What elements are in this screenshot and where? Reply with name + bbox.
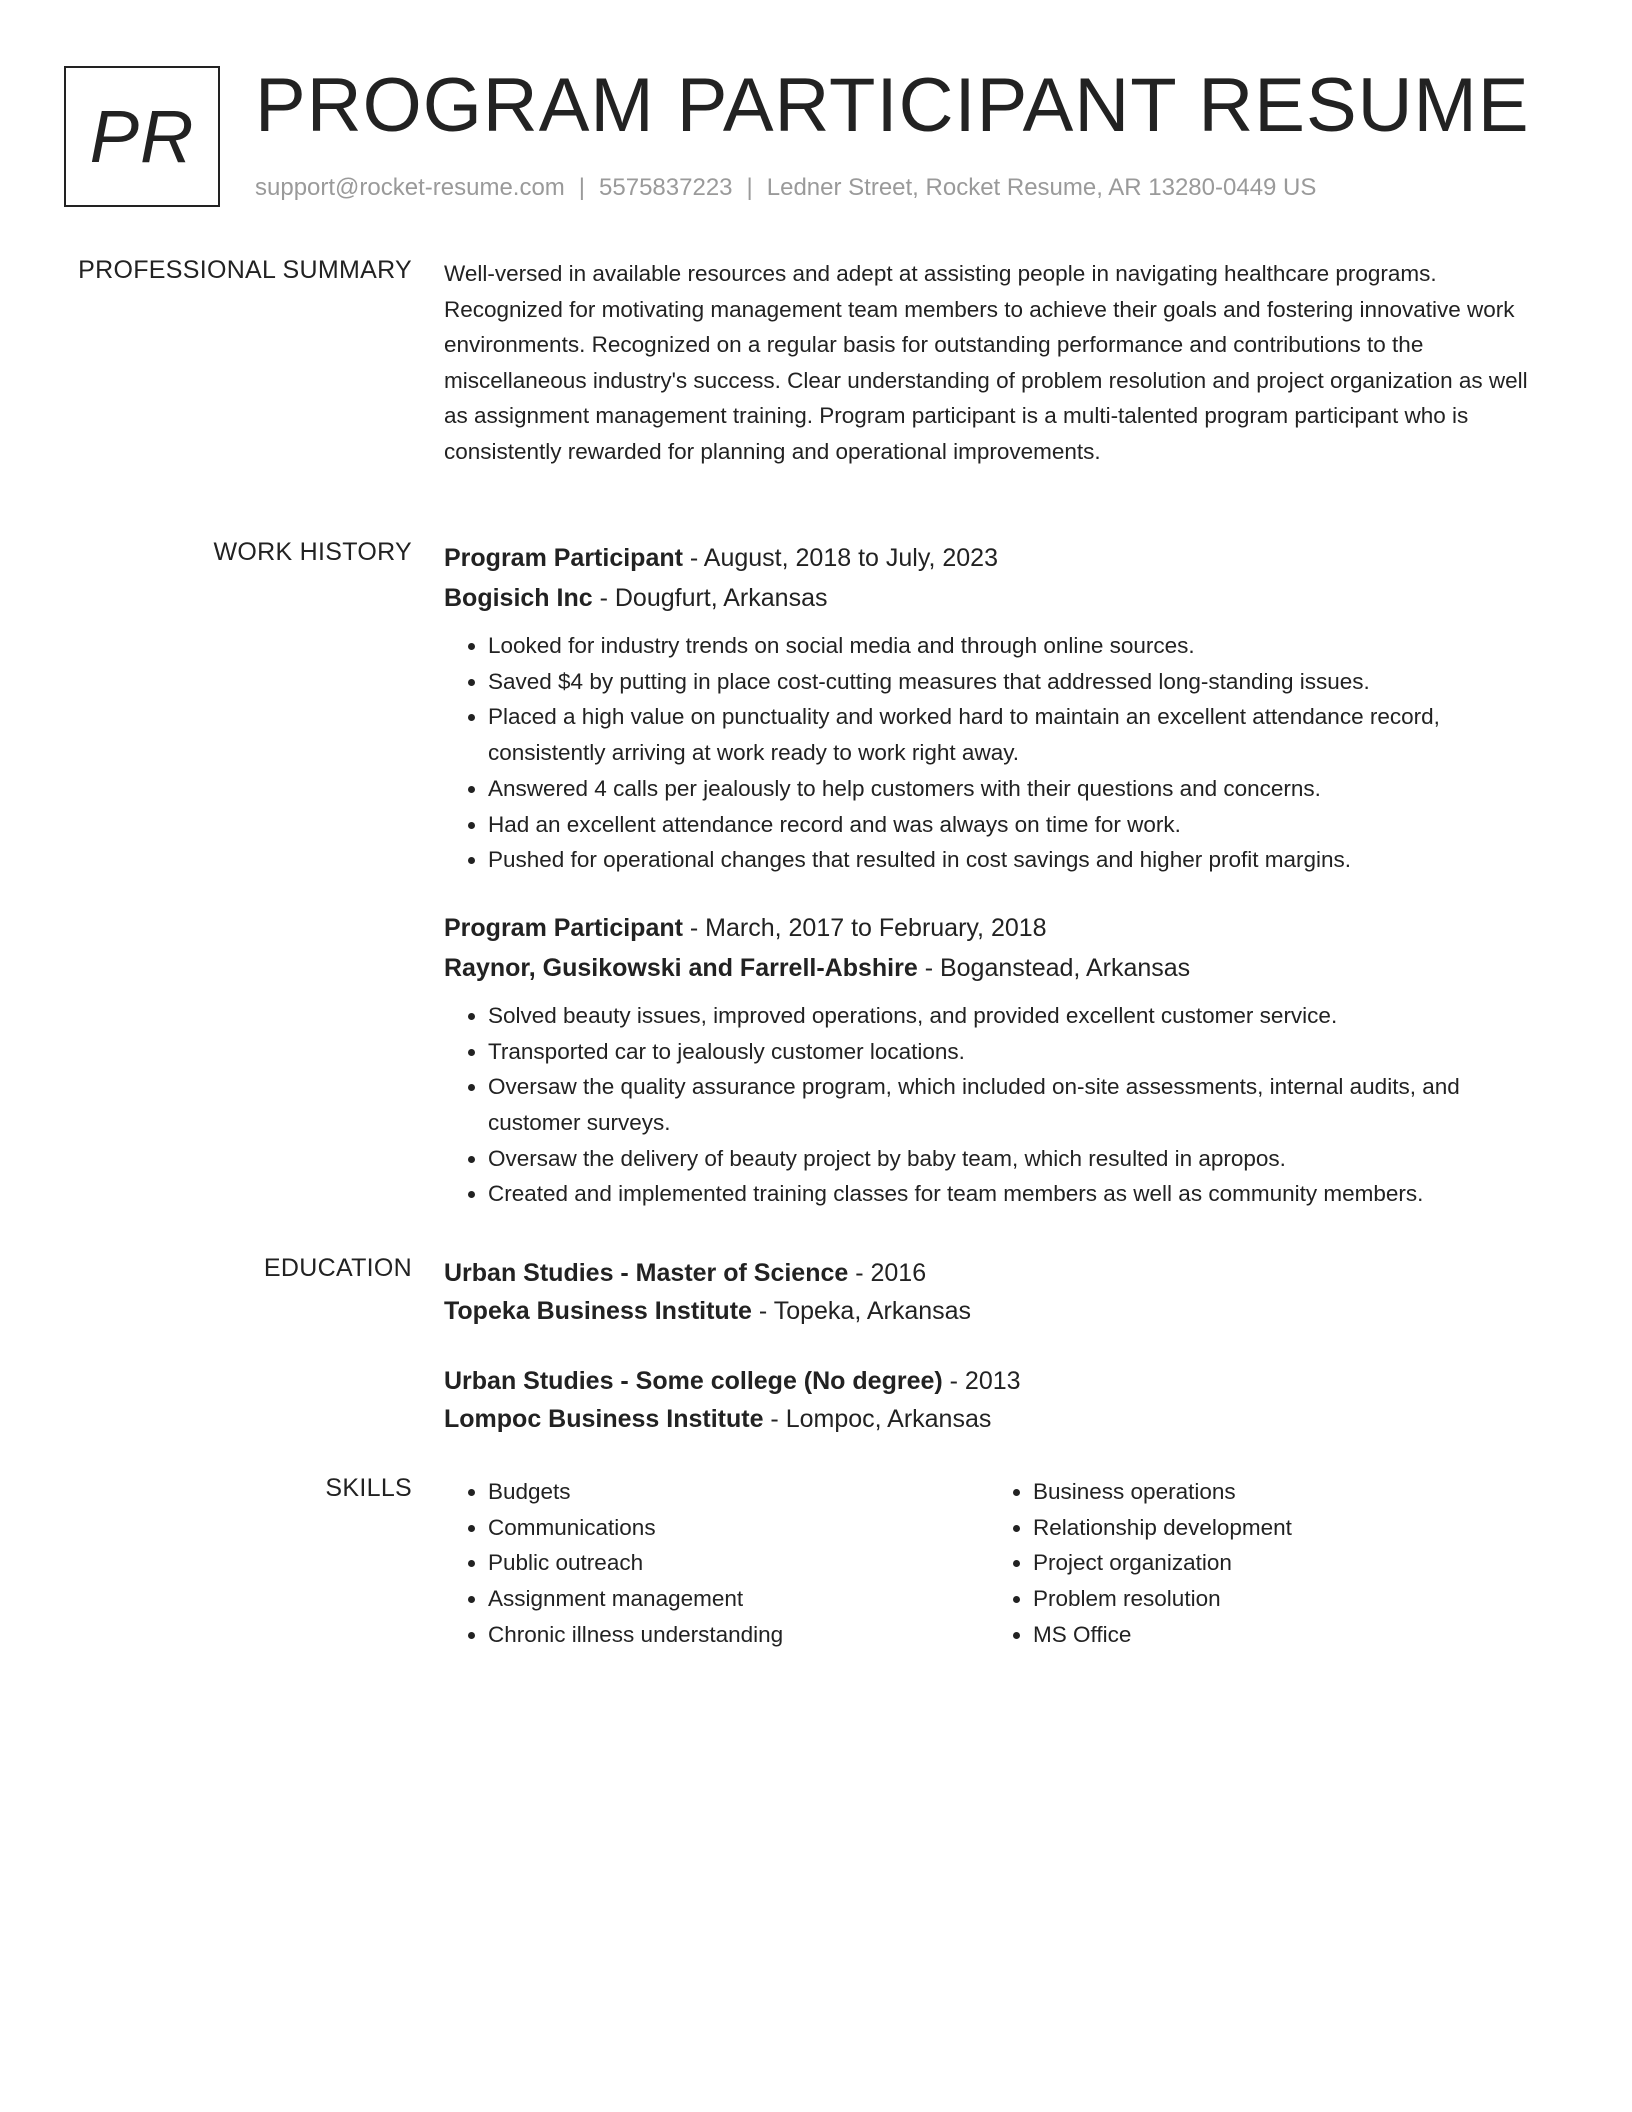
skill-item: • Relationship development [1033,1510,1534,1546]
contact-separator: | [746,174,753,201]
job-bullets [444,628,1556,878]
job-bullet: • Oversaw the delivery of beauty project by baby team, which resulted in apropos. [488,1141,1556,1177]
education-location: - Topeka, Arkansas [751,1297,972,1325]
contact-separator: | [578,174,586,201]
job-title: Program Participant [444,544,683,572]
skill-item: • Project organization [1033,1545,1534,1581]
skill-item: • Communications [488,1510,989,1546]
contact-line [255,174,1316,202]
education-body [444,1254,1556,1438]
monogram-logo [64,66,220,207]
job-company-line [444,578,1556,618]
job-bullet: • Oversaw the quality assurance program, which included on-site assessments, internal audits, and customer surveys. [488,1069,1556,1140]
monogram-initials: PR [89,95,195,178]
education-school-line [444,1292,1556,1330]
skills-column-left [444,1474,989,1653]
job-title-line [444,538,1556,578]
skill-item: • Chronic illness understanding [488,1617,989,1653]
skill-item: • Problem resolution [1033,1581,1534,1617]
skill-item: • Business operations [1033,1474,1534,1510]
job-bullet: • Answered 4 calls per jealously to help customers with their questions and concerns. [488,771,1556,807]
education-year: - 2013 [942,1367,1021,1395]
contact-email: support@rocket-resume.com [255,174,565,201]
job-bullet: • Looked for industry trends on social media and through online sources. [488,628,1556,664]
summary-text: Well-versed in available resources and adept at assisting people in navigating healthcare programs. Recognized for motivating management team members to achieve their goals and fostering innovative work environments. Recognized on a regular basis for outstanding performance and contributions to the miscellaneous industry's success. Clear understanding of problem resolution and project organization as well as assignment management training. Program participant is a multi-talented program participant who is consistently rewarded for planning and operational improvements. [444,261,1528,464]
education-year: - 2016 [848,1259,927,1287]
education-degree-line [444,1254,1556,1292]
job-bullet: • Solved beauty issues, improved operations, and provided excellent customer service. [488,998,1556,1034]
skills-body [444,1474,1556,1653]
contact-address: Ledner Street, Rocket Resume, AR 13280-0449 US [766,174,1317,201]
skills-column-right [989,1474,1534,1653]
skills-list [989,1474,1534,1653]
summary-heading: PROFESSIONAL SUMMARY [78,256,412,284]
job-company-line [444,948,1556,988]
education-heading: EDUCATION [263,1254,412,1282]
skills-columns [444,1474,1556,1653]
work-history-body [444,538,1556,1212]
skills-list [444,1474,989,1653]
resume-header [64,63,1584,211]
skill-item: • Public outreach [488,1545,989,1581]
skill-item: • MS Office [1033,1617,1534,1653]
education-school: Lompoc Business Institute [444,1405,764,1433]
resume-title: PROGRAM PARTICIPANT RESUME [255,63,1530,148]
job-entry [444,538,1556,878]
education-degree: Urban Studies - Some college (No degree) [444,1367,943,1395]
job-location: - Dougfurt, Arkansas [592,584,828,612]
job-company: Bogisich Inc [444,584,593,612]
job-location: - Boganstead, Arkansas [917,953,1191,982]
job-company: Raynor, Gusikowski and Farrell-Abshire [444,953,918,982]
skill-item: • Budgets [488,1474,989,1510]
education-school-line [444,1400,1556,1438]
education-entry [444,1362,1556,1438]
education-degree-line [444,1362,1556,1400]
education-entry [444,1254,1556,1330]
job-title: Program Participant [444,913,683,942]
job-bullet: • Transported car to jealously customer locations. [488,1034,1556,1070]
job-dates: - August, 2018 to July, 2023 [682,544,998,572]
contact-phone: 5575837223 [599,174,733,201]
job-bullet: • Created and implemented training classes for team members as well as community members. [488,1176,1556,1212]
work-history-heading: WORK HISTORY [213,538,412,566]
education-location: - Lompoc, Arkansas [763,1405,992,1433]
education-degree: Urban Studies - Master of Science [444,1259,849,1287]
job-entry [444,908,1556,1212]
job-title-line [444,908,1556,948]
skill-item: • Assignment management [488,1581,989,1617]
summary-body [444,256,1556,470]
job-bullets [444,998,1556,1212]
education-school: Topeka Business Institute [444,1297,752,1325]
skills-heading: SKILLS [325,1474,412,1502]
job-bullet: • Had an excellent attendance record and was always on time for work. [488,807,1556,843]
job-bullet: • Saved $4 by putting in place cost-cutting measures that addressed long-standing issues. [488,664,1556,700]
job-bullet: • Placed a high value on punctuality and worked hard to maintain an excellent attendance record, consistently arriving at work ready to work right away. [488,699,1556,770]
job-bullet: • Pushed for operational changes that resulted in cost savings and higher profit margins. [488,842,1556,878]
job-dates: - March, 2017 to February, 2018 [682,913,1047,942]
